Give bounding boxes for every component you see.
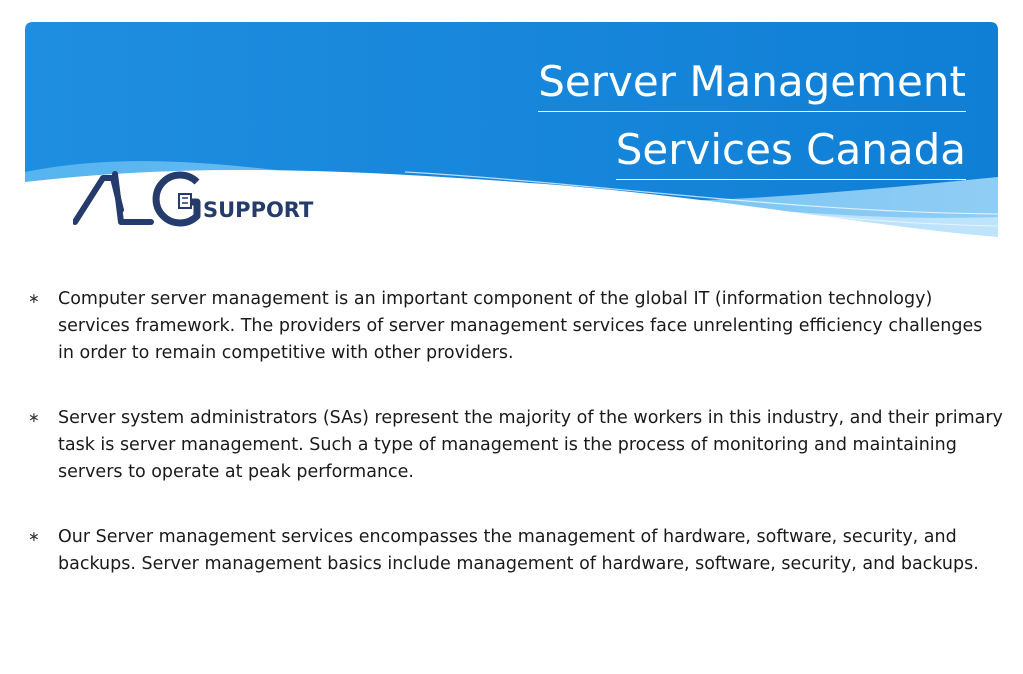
- title-line-2: Services Canada: [616, 121, 966, 180]
- bullet-marker: ∗: [28, 291, 40, 307]
- page-title: [538, 50, 966, 186]
- logo-text: SUPPORT: [203, 198, 314, 222]
- list-item: [28, 405, 1003, 486]
- bullet-marker: ∗: [28, 410, 40, 426]
- bullet-list: [28, 286, 1003, 616]
- bullet-marker: ∗: [28, 529, 40, 545]
- list-item: [28, 524, 1003, 578]
- company-logo: [73, 170, 318, 230]
- bullet-text: Computer server management is an important component of the global IT (information technology) services framework. The providers of server management services face unrelenting efficiency challenges in order to remain competitive with other providers.: [58, 289, 983, 363]
- title-line-1: Server Management: [538, 53, 966, 112]
- bullet-text: Server system administrators (SAs) represent the majority of the workers in this industry, and their primary task is server management. Such a type of management is the process of monitoring and maintaining servers to operate at peak performance.: [58, 408, 1003, 482]
- list-item: [28, 286, 1003, 367]
- alg-logo-icon: [73, 170, 203, 230]
- bullet-text: Our Server management services encompasses the management of hardware, software, security, and backups. Server management basics include management of hardware, software, security, and backups.: [58, 527, 979, 574]
